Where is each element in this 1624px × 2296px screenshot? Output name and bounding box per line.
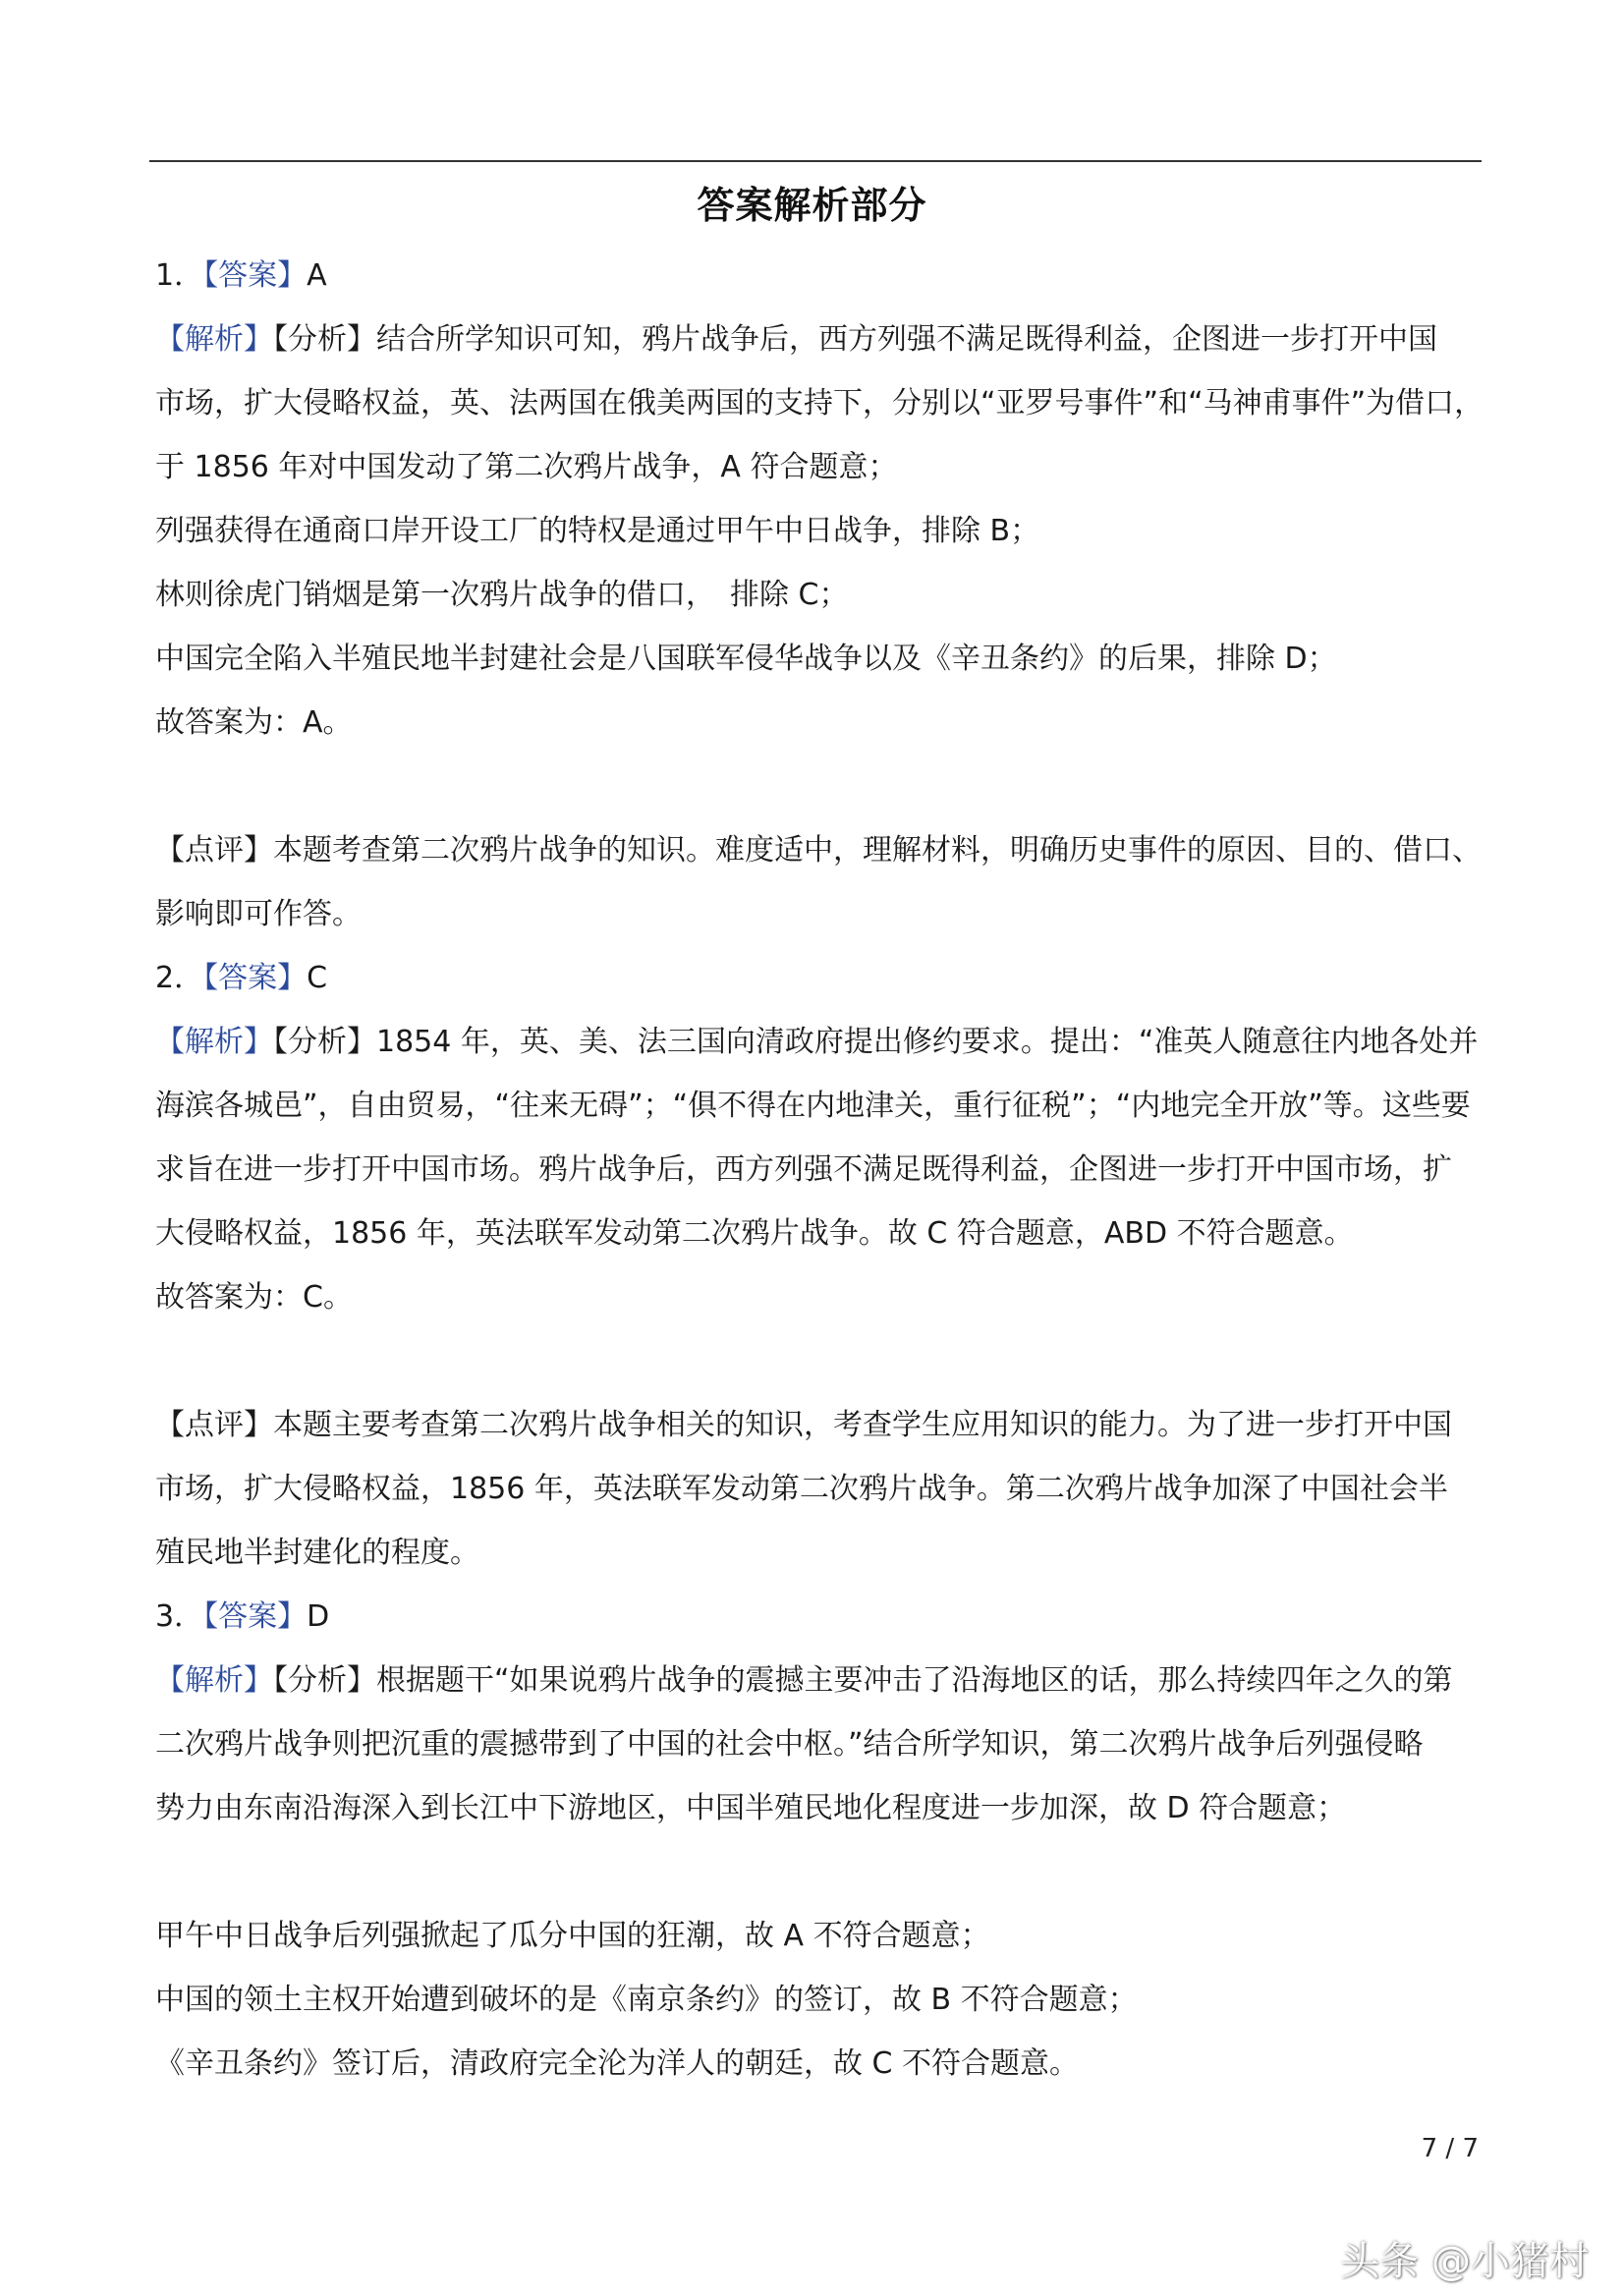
blank-line — [155, 1329, 1482, 1393]
text-run: 【点评】本题主要考查第二次鸦片战争相关的知识，考查学生应用知识的能力。为了进一步打开中国 — [155, 1408, 1452, 1442]
text-line — [155, 1712, 1482, 1776]
text-run: 大侵略权益，1856 年，英法联军发动第二次鸦片战争。故 C 符合题意，ABD 不符合题意。 — [155, 1216, 1354, 1251]
text-run: 故答案为：C。 — [155, 1280, 353, 1315]
text-line — [155, 1010, 1482, 1074]
text-run: 二次鸦片战争则把沉重的震撼带到了中国的社会中枢。”结合所学知识，第二次鸦片战争后列强侵略 — [155, 1727, 1424, 1762]
text-run: A — [307, 258, 327, 293]
text-run: 势力由东南沿海深入到长江中下游地区，中国半殖民地化程度进一步加深，故 D 符合题意； — [155, 1791, 1347, 1825]
text-run: D — [307, 1599, 330, 1634]
blank-line — [155, 755, 1482, 818]
text-line — [155, 1904, 1482, 1968]
text-run: 市场，扩大侵略权益，英、法两国在俄美两国的支持下，分别以“亚罗号事件”和“马神甫事件”为借口， — [155, 386, 1484, 420]
header-rule — [149, 160, 1482, 162]
answer-analysis-body — [155, 244, 1482, 2096]
text-run: 故答案为：A。 — [155, 705, 353, 740]
section-tag: 【答案】 — [203, 961, 308, 995]
text-run: 海滨各城邑”，自由贸易，“往来无碍”；“俱不得在内地津关，重行征税”；“内地完全开放”等。这些要 — [155, 1089, 1471, 1123]
text-line — [155, 1393, 1482, 1457]
section-tag: 【解析】 — [155, 322, 273, 357]
section-tag: 【解析】 — [155, 1663, 273, 1698]
text-run: 求旨在进一步打开中国市场。鸦片战争后，西方列强不满足既得利益，企图进一步打开中国市场，扩 — [155, 1152, 1452, 1187]
text-run: 市场，扩大侵略权益，1856 年，英法联军发动第二次鸦片战争。第二次鸦片战争加深了中国社会半 — [155, 1472, 1448, 1506]
text-line — [155, 2032, 1482, 2096]
text-run: 甲午中日战争后列强掀起了瓜分中国的狂潮，故 A 不符合题意； — [155, 1919, 990, 1953]
text-run: 林则徐虎门销烟是第一次鸦片战争的借口， 排除 C； — [155, 578, 849, 612]
text-run: 中国的领土主权开始遭到破坏的是《南京条约》的签订，故 B 不符合题意； — [155, 1983, 1138, 2017]
text-run: 2． — [155, 961, 204, 995]
text-line — [155, 1138, 1482, 1202]
text-run: 中国完全陷入半殖民地半封建社会是八国联军侵华战争以及《辛丑条约》的后果，排除 D； — [155, 642, 1337, 676]
text-line — [155, 371, 1482, 435]
text-run: 影响即可作答。 — [155, 897, 362, 931]
section-tag: 【答案】 — [203, 258, 308, 293]
text-line — [155, 1202, 1482, 1265]
text-run: 【点评】本题考查第二次鸦片战争的知识。难度适中，理解材料，明确历史事件的原因、目的、借口、 — [155, 833, 1482, 868]
text-line — [155, 818, 1482, 882]
watermark: 头条 @小猪村 — [1340, 2239, 1589, 2284]
section-tag: 【解析】 — [155, 1025, 273, 1059]
text-line — [155, 499, 1482, 563]
text-line — [155, 1968, 1482, 2032]
page-title: 答案解析部分 — [697, 184, 927, 227]
text-run: 【分析】根据题干“如果说鸦片战争的震撼主要冲击了沿海地区的话，那么持续四年之久的第 — [273, 1663, 1453, 1698]
text-line — [155, 435, 1482, 499]
text-line — [155, 1265, 1482, 1329]
section-tag: 【答案】 — [203, 1599, 308, 1634]
page-number: 7 / 7 — [1421, 2134, 1479, 2163]
text-line — [155, 1521, 1482, 1585]
text-run: 《辛丑条约》签订后，清政府完全沦为洋人的朝廷，故 C 不符合题意。 — [155, 2046, 1080, 2081]
text-line — [155, 1776, 1482, 1840]
text-line — [155, 627, 1482, 691]
text-run: C — [307, 961, 328, 995]
text-run: 3． — [155, 1599, 204, 1634]
text-line — [155, 1585, 1482, 1649]
text-line — [155, 882, 1482, 946]
text-line — [155, 946, 1482, 1010]
text-line — [155, 244, 1482, 308]
text-run: 列强获得在通商口岸开设工厂的特权是通过甲午中日战争，排除 B； — [155, 514, 1040, 548]
text-line — [155, 1649, 1482, 1712]
text-line — [155, 1074, 1482, 1138]
text-run: 【分析】1854 年，英、美、法三国向清政府提出修约要求。提出：“准英人随意往内地各处并 — [273, 1025, 1479, 1059]
text-run: 于 1856 年对中国发动了第二次鸦片战争，A 符合题意； — [155, 450, 898, 484]
text-run: 殖民地半封建化的程度。 — [155, 1536, 479, 1570]
text-line — [155, 691, 1482, 755]
blank-line — [155, 1840, 1482, 1904]
text-run: 1． — [155, 258, 204, 293]
text-line — [155, 308, 1482, 371]
text-run: 【分析】结合所学知识可知，鸦片战争后，西方列强不满足既得利益，企图进一步打开中国 — [273, 322, 1437, 357]
text-line — [155, 1457, 1482, 1521]
text-line — [155, 563, 1482, 627]
